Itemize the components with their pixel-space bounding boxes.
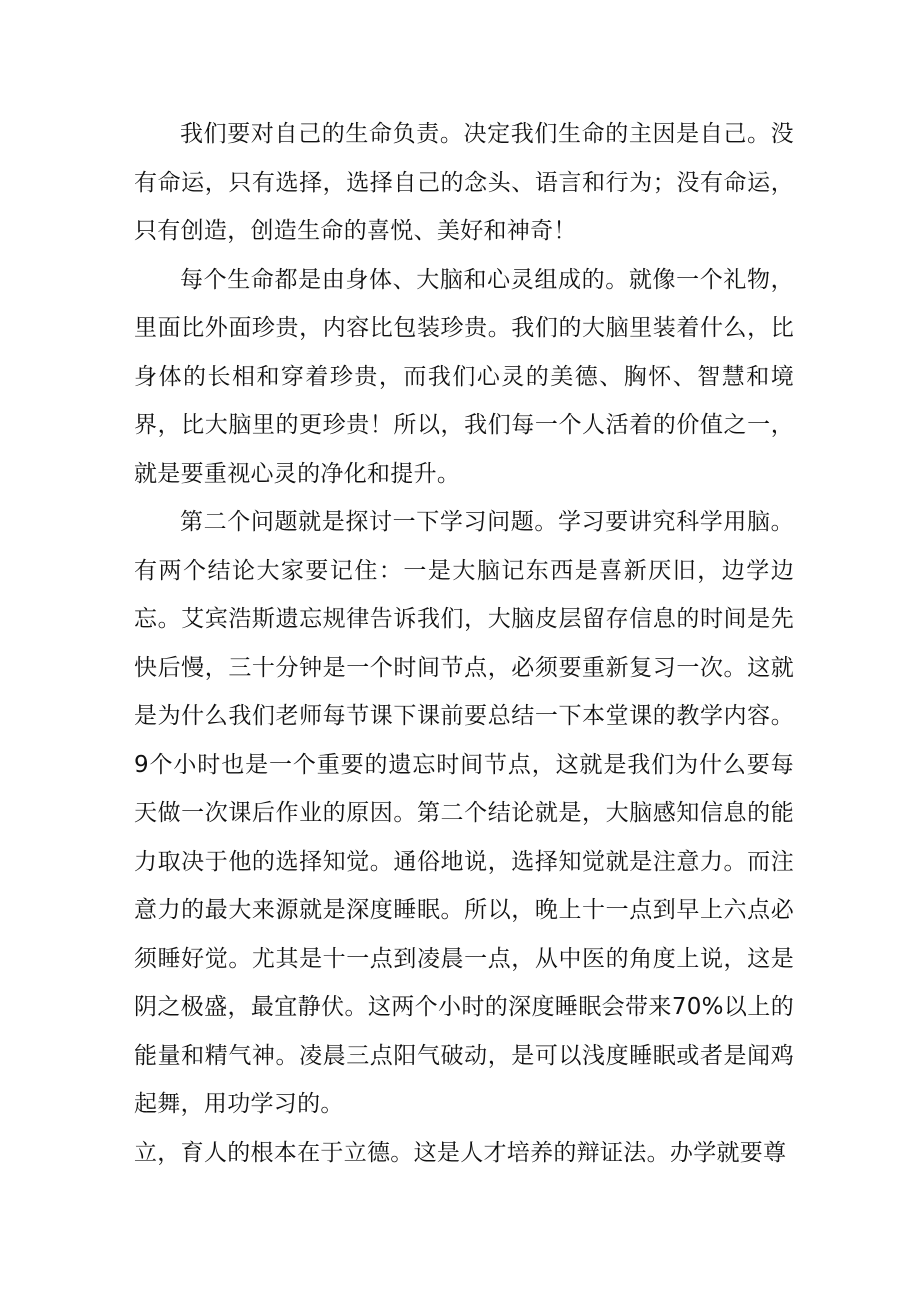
paragraph-learning: 第二个问题就是探讨一下学习问题。学习要讲究科学用脑。有两个结论大家要记住：一是大脑记东西是喜新厌旧，边学边忘。艾宾浩斯遗忘规律告诉我们，大脑皮层留存信息的时间是先快后慢，三十分钟是一个时间节点，必须要重新复习一次。这就是为什么我们老师每节课下课前要总结一下本堂课的教学内容。9个小时也是一个重要的遗忘时间节点，这就是我们为什么要每天做一次课后作业的原因。第二个结论就是，大脑感知信息的能力取决于他的选择知觉。通俗地说，选择知觉就是注意力。而注意力的最大来源就是深度睡眠。所以，晚上十一点到早上六点必须睡好觉。尤其是十一点到凌晨一点，从中医的角度上说，这是阴之极盛，最宜静伏。这两个小时的深度睡眠会带来70%以上的能量和精气神。凌晨三点阳气破动，是可以浅度睡眠或者是闻鸡起舞，用功学习的。 bbox=[134, 509, 794, 1117]
document-body bbox=[134, 110, 794, 1177]
paragraph-responsibility: 我们要对自己的生命负责。决定我们生命的主因是自己。没有命运，只有选择，选择自己的念头、语言和行为；没有命运，只有创造，创造生命的喜悦、美好和神奇！ bbox=[134, 121, 794, 244]
paragraph-body-brain-soul: 每个生命都是由身体、大脑和心灵组成的。就像一个礼物，里面比外面珍贵，内容比包装珍贵。我们的大脑里装着什么，比身体的长相和穿着珍贵，而我们心灵的美德、胸怀、智慧和境界，比大脑里的更珍贵！所以，我们每一个人活着的价值之一，就是要重视心灵的净化和提升。 bbox=[134, 266, 794, 487]
paragraph-virtue-fragment: 立，育人的根本在于立德。这是人才培养的辩证法。办学就要尊 bbox=[134, 1139, 787, 1166]
